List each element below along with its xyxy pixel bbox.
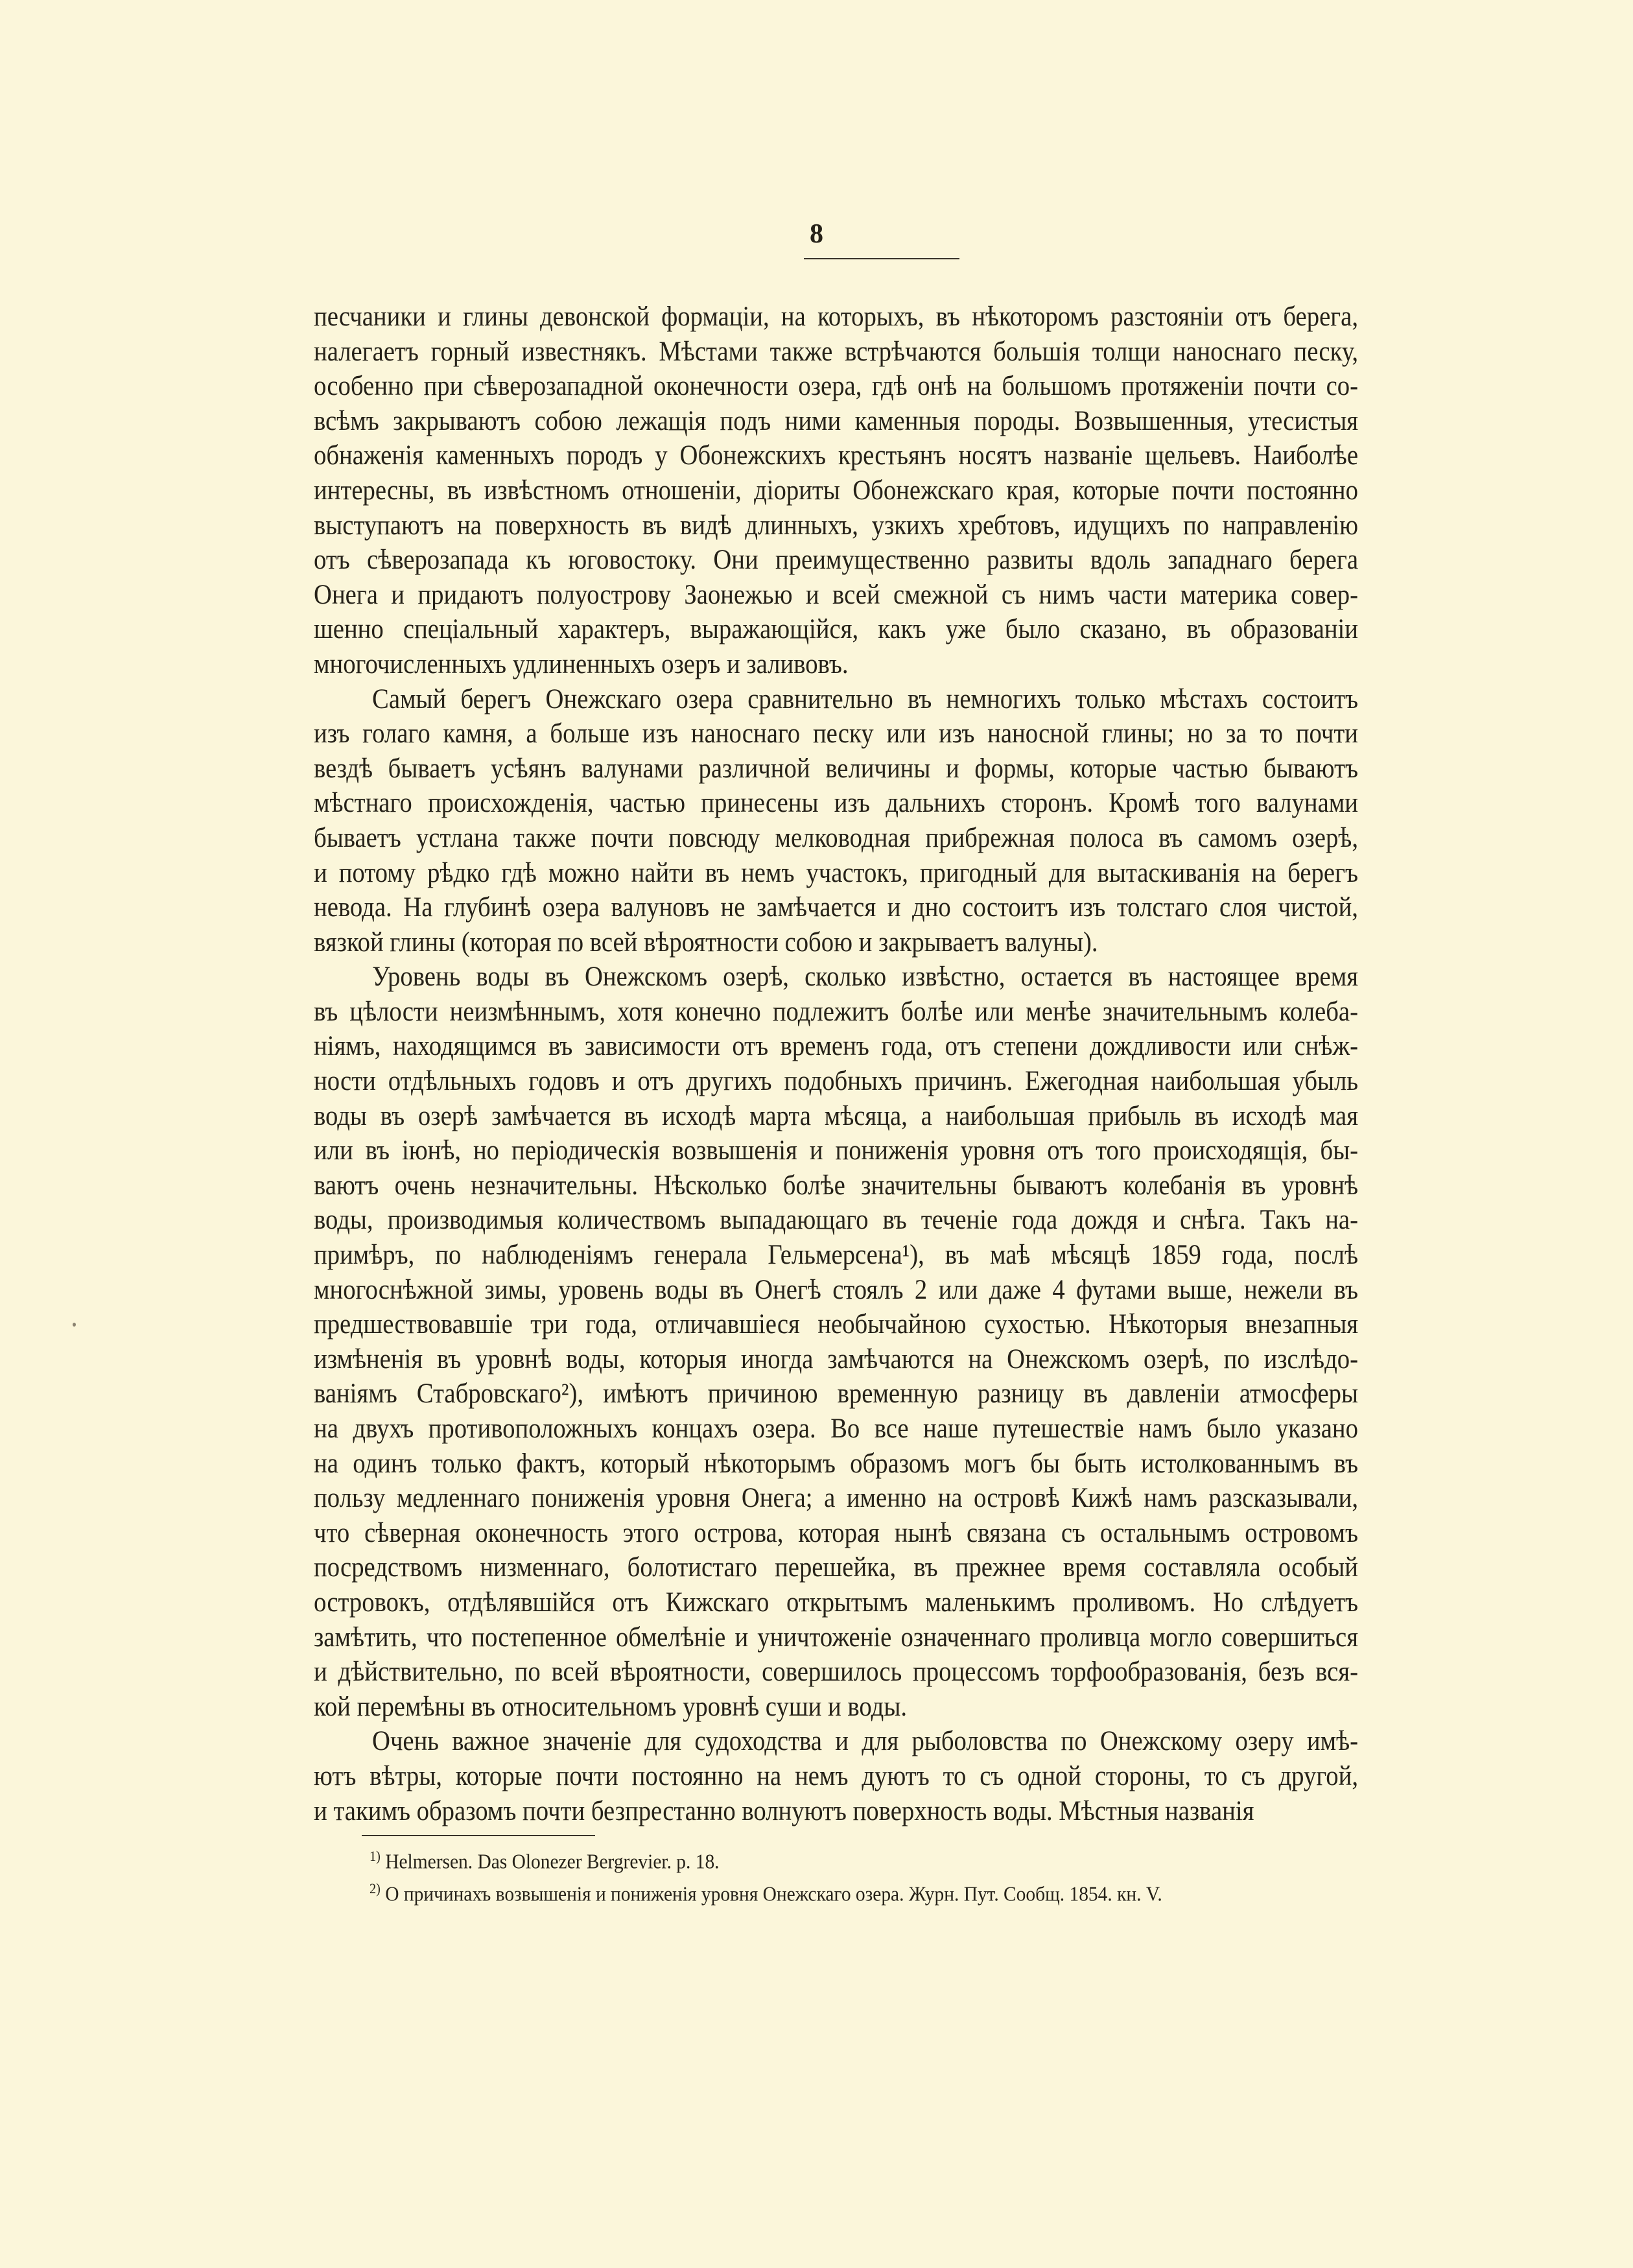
text-line: невода. На глубинѣ озера валуновъ не замѣчается и дно состоитъ изъ толстаго слоя чистой, [314,892,1358,923]
text-line: что сѣверная оконечность этого острова, которая нынѣ связана съ остальнымъ островомъ [314,1517,1358,1548]
text-line: шенно спеціальный характеръ, выражающійся, какъ уже было сказано, въ образованіи [314,614,1358,645]
text-line: обнаженія каменныхъ породъ у Обонежскихъ крестьянъ носятъ названіе щельевъ. Наиболѣе [314,440,1358,471]
body-text [314,300,1358,1828]
text-line: примѣръ, по наблюденіямъ генерала Гельмерсена¹), въ маѣ мѣсяцѣ 1859 года, послѣ [314,1240,1358,1271]
text-line: или въ іюнѣ, но періодическія возвышенія и пониженія уровня отъ того происходящія, бы- [314,1135,1358,1166]
text-line: изъ голаго камня, а больше изъ наноснаго песку или изъ наносной глины; но за то почти [314,718,1358,750]
text-line: на одинъ только фактъ, который нѣкоторымъ образомъ могъ бы быть истолкованнымъ въ [314,1448,1358,1479]
text-line: бываетъ устлана также почти повсюду мелководная прибрежная полоса въ самомъ озерѣ, [314,822,1358,853]
footnote [370,1875,1383,1908]
text-line: многочисленныхъ удлиненныхъ озеръ и заливовъ. [314,648,849,679]
text-line: всѣмъ закрываютъ собою лежащія подъ ними каменныя породы. Возвышенныя, утесистыя [314,405,1358,436]
footnote-rule [362,1835,595,1836]
footnote [370,1843,1383,1875]
text-line: особенно при сѣверозападной оконечности озера, гдѣ онѣ на большомъ протяженіи почти со- [314,371,1358,402]
text-line: отъ сѣверозапада къ юговостоку. Они преимущественно развиты вдоль западнаго берега [314,545,1358,576]
text-line: и дѣйствительно, по всей вѣроятности, совершилось процессомъ торфообразованія, безъ вся- [314,1657,1358,1688]
text-line: Онега и придаютъ полуострову Заонежью и всей смежной съ нимъ части материка совер- [314,579,1358,610]
footnote-marker: 2) [370,1880,381,1896]
text-line: посредствомъ низменнаго, болотистаго перешейка, въ прежнее время составляла особый [314,1552,1358,1583]
footnote-text: Helmersen. Das Olonezer Bergrevier. p. 18. [380,1849,720,1873]
text-line: ности отдѣльныхъ годовъ и отъ другихъ подобныхъ причинъ. Ежегодная наибольшая убыль [314,1066,1358,1097]
text-line: замѣтить, что постепенное обмелѣніе и уничтоженіе означеннаго проливца могло совершиться [314,1622,1358,1653]
text-line: ваютъ очень незначительны. Нѣсколько болѣе значительны бываютъ колебанія въ уровнѣ [314,1170,1358,1201]
paragraph [314,682,1358,960]
text-line: Очень важное значеніе для судоходства и для рыболовства по Онежскому озеру имѣ- [372,1726,1358,1757]
text-line: налегаетъ горный известнякъ. Мѣстами также встрѣчаются большія толщи наноснаго песку, [314,336,1358,367]
header-rule [804,258,959,259]
text-line: въ цѣлости неизмѣннымъ, хотя конечно подлежитъ болѣе или менѣе значительнымъ колеба- [314,996,1358,1027]
text-line: островокъ, отдѣлявшійся отъ Кижскаго открытымъ маленькимъ проливомъ. Но слѣдуетъ [314,1587,1358,1618]
text-line: и потому рѣдко гдѣ можно найти въ немъ участокъ, пригодный для вытаскиванія на берегъ [314,857,1358,888]
text-line: кой перемѣны въ относительномъ уровнѣ суши и воды. [314,1691,908,1722]
paragraph [314,1724,1358,1828]
footnote-marker: 1) [370,1848,381,1864]
text-line: пользу медленнаго пониженія уровня Онега; а именно на островѣ Кижѣ намъ разсказывали, [314,1483,1358,1514]
text-line: воды въ озерѣ замѣчается въ исходѣ марта мѣсяца, а наибольшая прибыль въ исходѣ мая [314,1100,1358,1131]
footnote-text: О причинахъ возвышенія и пониженія уровня Онежскаго озера. Журн. Пут. Сообщ. 1854. кн. V. [380,1882,1162,1906]
text-line: Уровень воды въ Онежскомъ озерѣ, сколько извѣстно, остается въ настоящее время [372,962,1358,993]
text-line: вязкой глины (которая по всей вѣроятности собою и закрываетъ валуны). [314,927,1098,958]
text-line: измѣненія въ уровнѣ воды, которыя иногда замѣчаются на Онежскомъ озерѣ, по изслѣдо- [314,1343,1358,1375]
footnotes [370,1843,1383,1907]
text-line: ваніямъ Стабровскаго²), имѣютъ причиною временную разницу въ давленіи атмосферы [314,1378,1358,1410]
text-line: песчаники и глины девонской формаціи, на которыхъ, въ нѣкоторомъ разстояніи отъ берега, [314,301,1358,332]
text-line: ютъ вѣтры, которые почти постоянно на немъ дуютъ то съ одной стороны, то съ другой, [314,1760,1358,1791]
text-line: ніямъ, находящимся въ зависимости отъ временъ года, отъ степени дождливости или снѣж- [314,1031,1358,1062]
text-line: Самый берегъ Онежскаго озера сравнительно въ немногихъ только мѣстахъ состоитъ [372,683,1358,715]
text-line: мѣстнаго происхожденія, частью принесены изъ дальнихъ сторонъ. Кромѣ того валунами [314,788,1358,819]
page-number: 8 [810,219,823,249]
text-line: вездѣ бываетъ усѣянъ валунами различной величины и формы, которые частью бываютъ [314,753,1358,784]
text-line: предшествовавшіе три года, отличавшіеся необычайною сухостью. Нѣкоторыя внезапныя [314,1309,1358,1340]
text-line: на двухъ противоположныхъ концахъ озера. Во все наше путешествіе намъ было указано [314,1413,1358,1444]
paragraph [314,960,1358,1724]
text-line: выступаютъ на поверхность въ видѣ длинныхъ, узкихъ хребтовъ, идущихъ по направленію [314,510,1358,541]
text-line: интересны, въ извѣстномъ отношеніи, діориты Обонежскаго края, которые почти постоянно [314,475,1358,506]
paragraph [314,300,1358,682]
text-line: и такимъ образомъ почти безпрестанно волнуютъ поверхность воды. Мѣстныя названія [314,1795,1254,1826]
text-line: воды, производимыя количествомъ выпадающаго въ теченіе года дождя и снѣга. Такъ на- [314,1205,1358,1236]
paper-speck [73,1323,76,1327]
text-line: многоснѣжной зимы, уровень воды въ Онегѣ стоялъ 2 или даже 4 футами выше, нежели въ [314,1274,1358,1305]
